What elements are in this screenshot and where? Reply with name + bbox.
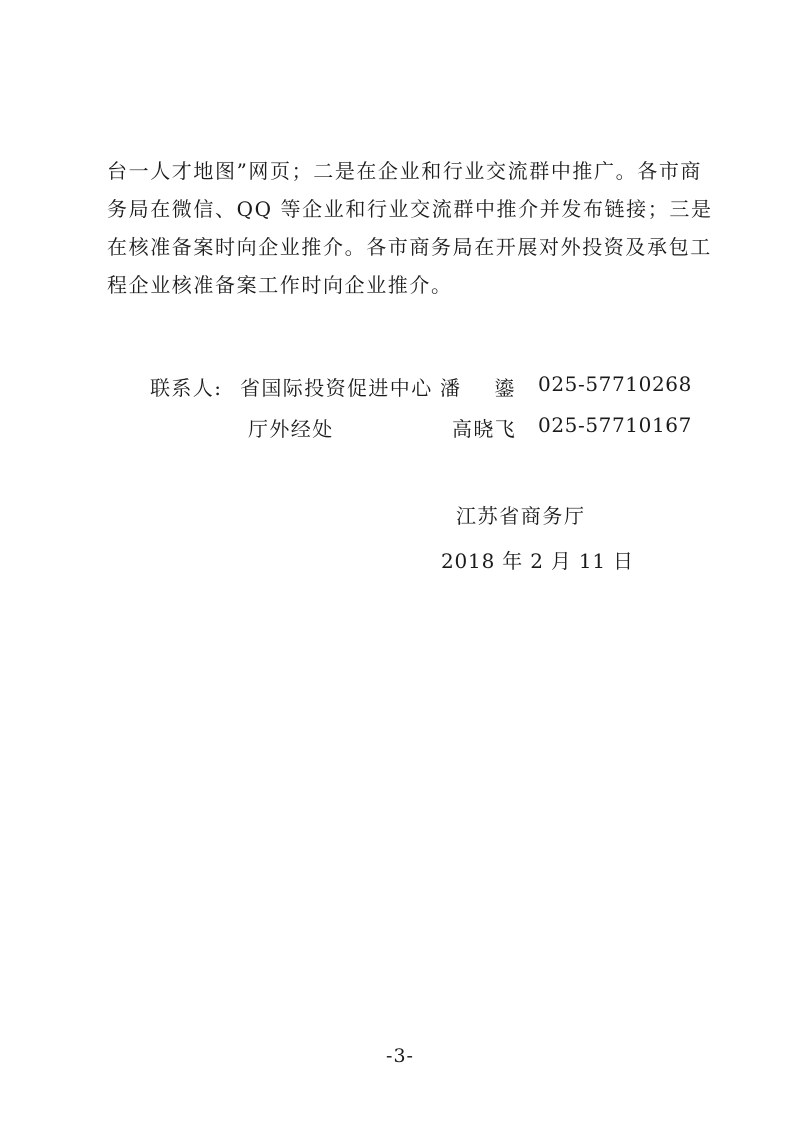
paragraph-line: 程企业核准备案工作时向企业推介。	[107, 273, 453, 297]
contact-person-name: 高晓飞	[452, 417, 517, 441]
page-number: -3-	[386, 1045, 414, 1067]
paragraph-line: 务局在微信、QQ 等企业和行业交流群中推介并发布链接；三是	[107, 197, 713, 221]
contact-label: 联系人:	[150, 376, 223, 400]
issuer-signature: 江苏省商务厅	[456, 504, 586, 528]
contact-phone: 025-57710167	[538, 413, 692, 437]
paragraph-line: 在核准备案时向企业推介。各市商务局在开展对外投资及承包工	[107, 235, 712, 259]
contact-person-name: 潘 鎏	[440, 376, 529, 400]
issue-date: 2018 年 2 月 11 日	[441, 549, 634, 573]
body-paragraph	[107, 152, 713, 304]
contact-organization: 厅外经处	[248, 417, 334, 441]
contact-organization: 省国际投资促进中心	[240, 376, 433, 400]
contact-phone: 025-57710268	[538, 372, 692, 396]
paragraph-line: 台一人才地图”网页；二是在企业和行业交流群中推广。各市商	[107, 159, 703, 183]
